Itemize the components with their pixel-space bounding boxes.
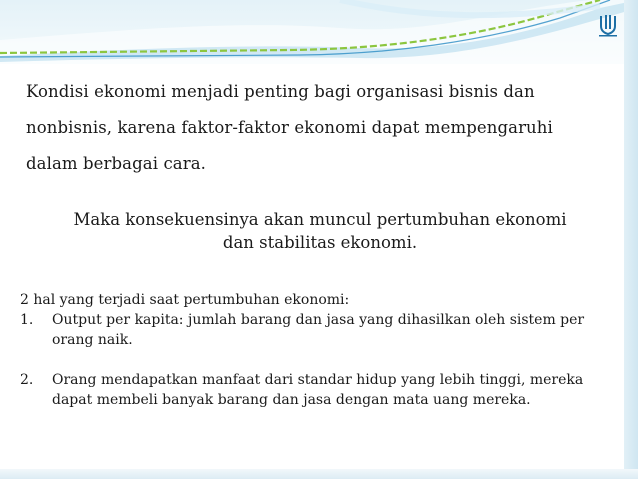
university-logo-icon: [594, 12, 622, 38]
intro-line: nonbisnis, karena faktor-faktor ekonomi dapat mempengaruhi: [26, 118, 553, 137]
list-item-number: 1.: [20, 312, 34, 328]
right-border-band: [624, 0, 638, 479]
intro-line: dalam berbagai cara.: [26, 154, 206, 173]
intro-paragraph: [26, 74, 596, 182]
growth-points-list: [20, 310, 610, 410]
conclusion-line: dan stabilitas ekonomi.: [222, 233, 418, 252]
list-item-number: 2.: [20, 372, 34, 388]
list-item: [20, 310, 610, 350]
conclusion-line: Maka konsekuensinya akan muncul pertumbuhan ekonomi: [73, 210, 567, 229]
list-item-text: Output per kapita: jumlah barang dan jasa yang dihasilkan oleh sistem per orang naik.: [52, 312, 585, 348]
points-intro: 2 hal yang terjadi saat pertumbuhan ekonomi:: [20, 292, 350, 308]
intro-line: Kondisi ekonomi menjadi penting bagi organisasi bisnis dan: [26, 82, 535, 101]
bottom-border-band: [0, 469, 638, 479]
list-item: [20, 370, 610, 410]
header-band: [0, 0, 638, 64]
list-item-text: Orang mendapatkan manfaat dari standar hidup yang lebih tinggi, mereka dapat membeli banyak barang dan jasa dengan mata uang mereka.: [52, 372, 584, 408]
growth-points-section: [20, 290, 610, 410]
conclusion-statement: [30, 208, 610, 254]
header-wave-decoration: [0, 0, 638, 64]
